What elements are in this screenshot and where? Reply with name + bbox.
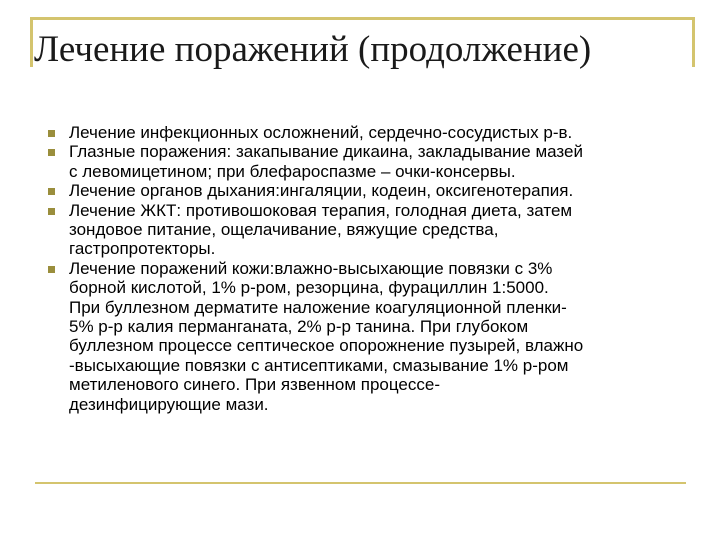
bullet-line: Лечение ЖКТ: противошоковая терапия, голодная диета, затем: [69, 200, 573, 220]
bullet-line: Лечение инфекционных осложнений, сердечно-сосудистых р-в.: [69, 123, 573, 142]
bullet-line: гастропротекторы.: [69, 239, 216, 259]
slide-title: Лечение поражений (продолжение): [34, 29, 592, 70]
bullet-line: борной кислотой, 1% р-ром, резорцина, фурациллин 1:5000.: [69, 278, 549, 298]
bullet-line: Лечение поражений кожи:влажно-высыхающие повязки с 3%: [69, 258, 553, 278]
bullet-line: с левомицетином; при блефароспазме – очки-консервы.: [69, 161, 516, 181]
square-bullet-icon: [48, 266, 55, 273]
bottom-divider-line: [35, 482, 686, 484]
bullet-line: дезинфицирующие мази.: [69, 394, 269, 414]
bullet-item-gi-tract: [48, 201, 688, 259]
title-frame-left-line: [30, 17, 33, 67]
bullet-line: Глазные поражения: закапывание дикаина, закладывание мазей: [69, 142, 583, 162]
bullet-line: 5% р-р калия перманганата, 2% р-р танина. При глубоком: [69, 317, 529, 337]
bullet-line: буллезном процессе септическое опорожнение пузырей, влажно: [69, 336, 584, 356]
bullet-item-respiratory: [48, 181, 688, 200]
title-frame-top-line: [30, 17, 695, 20]
bullet-line: -высыхающие повязки с антисептиками, смазывание 1% р-ром: [69, 355, 569, 375]
bullet-item-eyes: [48, 142, 688, 181]
bullet-line: зондовое питание, ощелачивание, вяжущие средства,: [69, 220, 499, 240]
square-bullet-icon: [48, 149, 55, 156]
bullet-item-skin: [48, 259, 688, 414]
square-bullet-icon: [48, 188, 55, 195]
bullet-item-infections: [48, 123, 688, 142]
bullet-line: Лечение органов дыхания:ингаляции, кодеин, оксигенотерапия.: [69, 181, 574, 201]
bullet-line: метиленового синего. При язвенном процессе-: [69, 375, 441, 395]
bullet-line: При буллезном дерматите наложение коагуляционной пленки-: [69, 297, 567, 317]
square-bullet-icon: [48, 208, 55, 215]
title-frame-right-line: [692, 17, 695, 67]
square-bullet-icon: [48, 130, 55, 137]
bullet-list: [48, 123, 688, 414]
